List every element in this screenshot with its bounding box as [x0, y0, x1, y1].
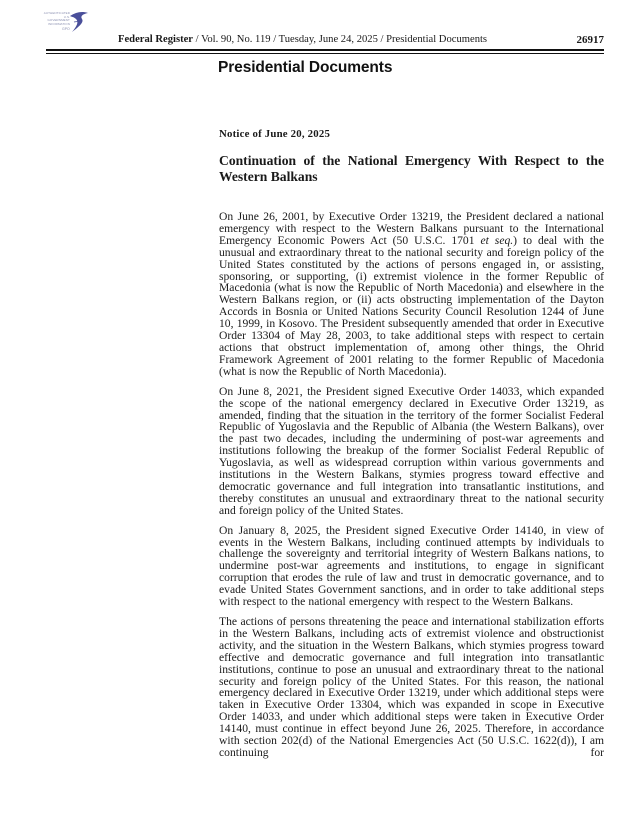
header-separator: /	[377, 34, 387, 45]
paragraph-text: On June 26, 2001, by Executive Order 13219, the President declared a national emergency with respect to the Western Balkans pursuant to the International Emergency Economic Powers Act (50 U.S.C. 1701	[219, 210, 604, 247]
page-number: 26917	[576, 34, 604, 46]
publication-date: Tuesday, June 24, 2025	[278, 34, 378, 45]
logo-line: INFORMATION	[48, 21, 70, 26]
paragraph-text: ) to deal with the unusual and extraordinary threat to the national security and foreign policy of the United States constituted by the actions of persons engaged in, or assisting, sponsoring, or supporting, (i) extremist violence in the former Republic of Macedonia (what is now the Republic of North Macedonia) and elsewhere in the Western Balkans region, or (ii) acts obstructing implementation of the Dayton Accords in Bosnia or United Nations Security Council Resolution 1244 of June 10, 1999, in Kosovo. The President subsequently amended that order in Executive Order 13304 of May 28, 2003, to take additional steps with respect to certain actions that obstruct implementation of, among other things, the Ohrid Framework Agreement of 2001 relating to the former Republic of Macedonia (what is now the Republic of North Macedonia).	[219, 233, 604, 378]
body-paragraph: On June 8, 2021, the President signed Executive Order 14033, which expanded the scope of the national emergency declared in Executive Order 13219, as amended, finding that the situation in the territory of the former Socialist Federal Republic of Yugoslavia and the Republic of Albania (the Western Balkans), over the past two decades, including the undermining of post-war agreements and institutions following the breakup of the former Socialist Federal Republic of Yugoslavia, as well as widespread corruption within various governments and institutions in the Western Balkans, stymies progress toward effective and democratic governance and full integration into transatlantic institutions, and thereby constitutes an unusual and extraordinary threat to the national security and foreign policy of the United States.	[219, 384, 604, 517]
eagle-icon	[68, 10, 90, 34]
body-paragraph: The actions of persons threatening the peace and international stabilization efforts in the Western Balkans, including acts of extremist violence and obstructionist activity, and the situation in the Western Balkans, which stymies progress toward effective and democratic governance and full integration into transatlantic institutions, continue to pose an unusual and extraordinary threat to the national security and foreign policy of the United States. For this reason, the national emergency declared in Executive Order 13219, under which additional steps were taken in Executive Order 13304, which was expanded in scope in Executive Order 14033, and under which additional steps were taken in Executive Order 14140, must continue in effect beyond June 26, 2025. Therefore, in accordance with section 202(d) of the National Emergencies Act (50 U.S.C. 1622(d)), I am continuing for	[219, 615, 604, 759]
italic-citation: et seq.	[480, 233, 514, 247]
header-separator: /	[193, 34, 202, 45]
document-title: Continuation of the National Emergency With Respect to the Western Balkans	[219, 153, 604, 184]
volume-issue: Vol. 90, No. 119	[201, 34, 271, 45]
document-body	[219, 211, 604, 767]
running-header	[118, 34, 604, 50]
body-paragraph: On January 8, 2025, the President signed Executive Order 14140, in view of events in the Western Balkans, including continued attempts by individuals to challenge the sovereignty and territorial integrity of Western Balkans nations, to undermine post-war agreements and institutions, to engage in significant corruption that erodes the rule of law and trust in democratic governance, and to evade United States Government sanctions, and in order to take additional steps with respect to the national emergency with respect to the Western Balkans.	[219, 523, 604, 609]
logo-agency: GPO	[62, 27, 70, 31]
logo-line: U.S. GOVERNMENT	[47, 14, 70, 23]
body-paragraph	[219, 211, 604, 378]
notice-date: Notice of June 20, 2025	[219, 128, 331, 140]
header-rule-thin	[46, 53, 604, 54]
header-separator: /	[270, 34, 279, 45]
header-rule-thick	[46, 49, 604, 51]
header-section: Presidential Documents	[386, 34, 488, 45]
gpo-authentication-logo	[42, 8, 90, 36]
section-title: Presidential Documents	[218, 59, 393, 76]
publication-name: Federal Register	[118, 34, 194, 45]
logo-text	[42, 12, 70, 26]
logo-line: AUTHENTICATED	[43, 11, 70, 15]
